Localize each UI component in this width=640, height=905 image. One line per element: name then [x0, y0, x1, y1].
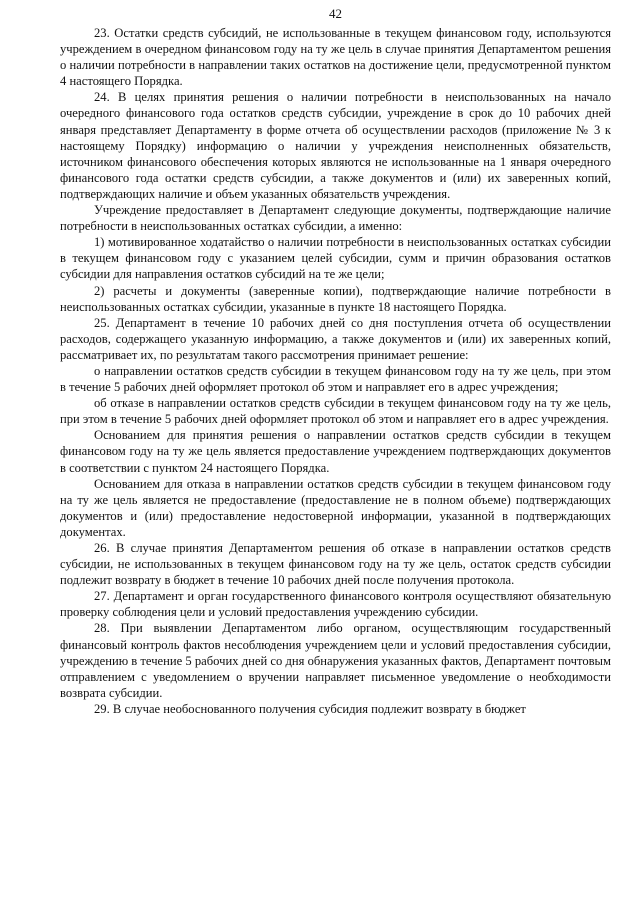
paragraph-26: 26. В случае принятия Департаментом решения об отказе в направлении остатков средств субсидии, не использованных в текущем финансовом году на ту же цель, остаток средств субсидии подлежит возврату в бюджет в течение 10 рабочих дней после получения протокола.: [60, 541, 611, 588]
paragraph-29: 29. В случае необоснованного получения субсидия подлежит возврату в бюджет: [94, 701, 526, 716]
paragraph-documents-intro: Учреждение предоставляет в Департамент следующие документы, подтверждающие наличие потребности в неиспользованных остатках субсидии, а именно:: [60, 203, 611, 234]
paragraph-basis-direct: Основанием для принятия решения о направлении остатков средств субсидии в текущем финансовом году на ту же цель является предоставление учреждением подтверждающих документов в соответствии с пунктом 24 настоящего Порядка.: [60, 428, 611, 475]
paragraph-24: 24. В целях принятия решения о наличии потребности в неиспользованных на начало очередного финансового года остатков средств субсидии, учреждение в срок до 10 рабочих дней января представляет Департаменту в форме отчета об осуществлении расходов (приложение № 3 к настоящему Порядку) информацию о наличии у учреждения неисполненных обязательств, источником финансового обеспечения которых являются не использованные на 1 января очередного финансового года остатки средств субсидии, а также документов и (или) их заверенных копий, подтверждающих наличие и объем указанных обязательств учреждения.: [60, 90, 611, 201]
paragraph-basis-refuse: Основанием для отказа в направлении остатков средств субсидии в текущем финансовом году на ту же цель является не предоставление (предоставление не в полном объеме) подтверждающих документов и (или) предоставление недостоверной информации, указанной в подтверждающих документах.: [60, 476, 611, 539]
paragraph-item-2: 2) расчеты и документы (заверенные копии), подтверждающие наличие потребности в неиспользованных остатках субсидии, указанные в пункте 18 настоящего Порядка.: [60, 283, 611, 314]
paragraph-item-1: 1) мотивированное ходатайство о наличии потребности в неиспользованных остатках субсидии в текущем финансовом году с указанием целей субсидии, сумм и причин образования остатков субсидии для направления остатков субсидий на те же цели;: [60, 235, 611, 282]
paragraph-27: 27. Департамент и орган государственного финансового контроля осуществляют обязательную проверку соблюдения цели и условий предоставления учреждению субсидии.: [60, 589, 611, 620]
page-number: 42: [329, 6, 342, 21]
paragraph-28: 28. При выявлении Департаментом либо органом, осуществляющим государственный финансовый контроль фактов несоблюдения учреждением цели и условий предоставления субсидии, учреждению в течение 5 рабочих дней со дня обнаружения указанных фактов, Департамент почтовым отправлением с уведомлением о вручении направляет письменное уведомление о необходимости возврата субсидии.: [60, 621, 611, 700]
paragraph-23: 23. Остатки средств субсидий, не использованные в текущем финансовом году, используются учреждением в очередном финансовом году на ту же цель в случае принятия Департаментом решения о наличии потребности в направлении таких остатков на достижение цели, предусмотренной пунктом 4 настоящего Порядка.: [60, 26, 611, 89]
paragraph-25: 25. Департамент в течение 10 рабочих дней со дня поступления отчета об осуществлении расходов, содержащего указанную информацию, а также документов и (или) их заверенных копий, рассматривает их, по результатам такого рассмотрения принимает решение:: [60, 315, 611, 362]
document-page: [60, 0, 611, 717]
paragraph-decision-refuse: об отказе в направлении остатков средств субсидии в текущем финансовом году на ту же цель, при этом в течение 5 рабочих дней оформляет протокол об этом и направляет его в адрес учреждения.: [60, 396, 611, 427]
paragraph-decision-direct: о направлении остатков средств субсидии в текущем финансовом году на ту же цель, при этом в течение 5 рабочих дней оформляет протокол об этом и направляет его в адрес учреждения;: [60, 363, 611, 395]
